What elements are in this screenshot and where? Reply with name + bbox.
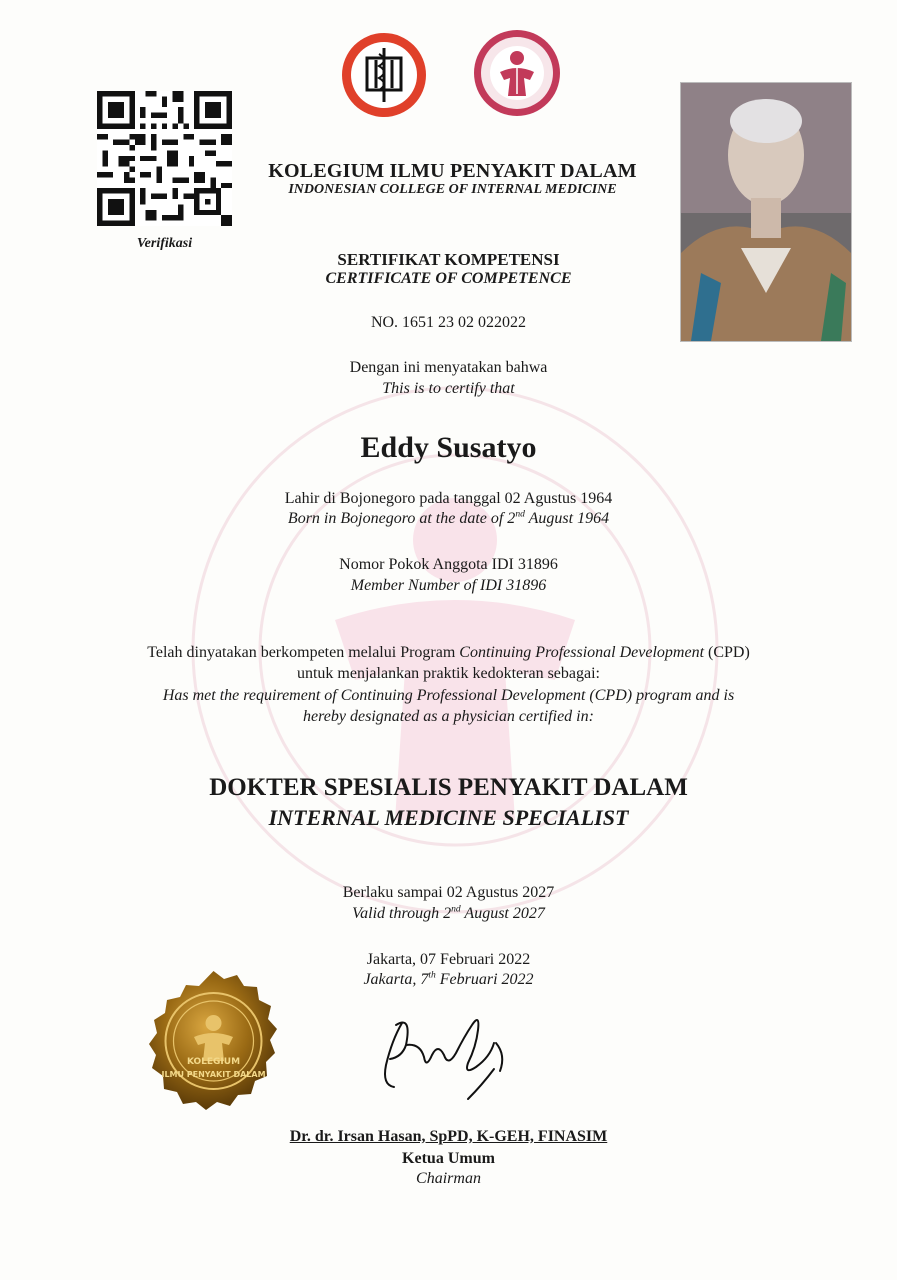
place-date-en: Jakarta, 7th Februari 2022 — [363, 969, 534, 988]
certificate-number: NO. 1651 23 02 022022 — [370, 314, 527, 331]
specialty-en: INTERNAL MEDICINE SPECIALIST — [268, 805, 629, 830]
recipient-name: Eddy Susatyo — [360, 431, 537, 464]
valid-until-en: Valid through 2nd August 2027 — [352, 903, 545, 922]
seal-text-2: ILMU PENYAKIT DALAM — [161, 1070, 266, 1079]
certificate-title-id: SERTIFIKAT KOMPETENSI — [337, 250, 560, 269]
intro-id: Dengan ini menyatakan bahwa — [349, 359, 548, 376]
certificate-title-en: CERTIFICATE OF COMPETENCE — [325, 270, 572, 287]
signatory-title-id: Ketua Umum — [402, 1150, 495, 1167]
member-number-en: Member Number of IDI 31896 — [350, 577, 547, 594]
place-date-id: Jakarta, 07 Februari 2022 — [366, 951, 531, 968]
seal-text-1: KOLEGIUM — [186, 1057, 241, 1067]
signature — [372, 995, 532, 1105]
member-number-id: Nomor Pokok Anggota IDI 31896 — [339, 556, 558, 573]
qr-code[interactable] — [97, 91, 232, 226]
valid-until-id: Berlaku sampai 02 Agustus 2027 — [342, 884, 555, 901]
intro-en: This is to certify that — [382, 380, 515, 397]
gold-seal — [136, 963, 291, 1118]
papdi-logo — [472, 28, 562, 118]
competence-statement-en-2: hereby designated as a physician certified in: — [303, 708, 594, 725]
signatory-name: Dr. dr. Irsan Hasan, SpPD, K-GEH, FINASIM — [289, 1128, 608, 1145]
competence-statement-id-1: Telah dinyatakan berkompeten melalui Program Continuing Professional Development (CPD) — [147, 644, 750, 661]
college-name-en: INDONESIAN COLLEGE OF INTERNAL MEDICINE — [288, 182, 617, 197]
competence-statement-id-2: untuk menjalankan praktik kedokteran sebagai: — [296, 665, 600, 682]
competence-statement-en-1: Has met the requirement of Continuing Professional Development (CPD) program and is — [162, 687, 735, 704]
specialty-id: DOKTER SPESIALIS PENYAKIT DALAM — [209, 774, 688, 801]
birth-info-en: Born in Bojonegoro at the date of 2nd August 1964 — [287, 508, 610, 527]
birth-info-id: Lahir di Bojonegoro pada tanggal 02 Agustus 1964 — [284, 490, 613, 507]
portrait-photo — [680, 82, 852, 342]
verify-label: Verifikasi — [136, 236, 193, 251]
signatory-title-en: Chairman — [416, 1170, 481, 1187]
college-name-id: KOLEGIUM ILMU PENYAKIT DALAM — [268, 160, 637, 182]
idi-logo — [339, 30, 429, 120]
